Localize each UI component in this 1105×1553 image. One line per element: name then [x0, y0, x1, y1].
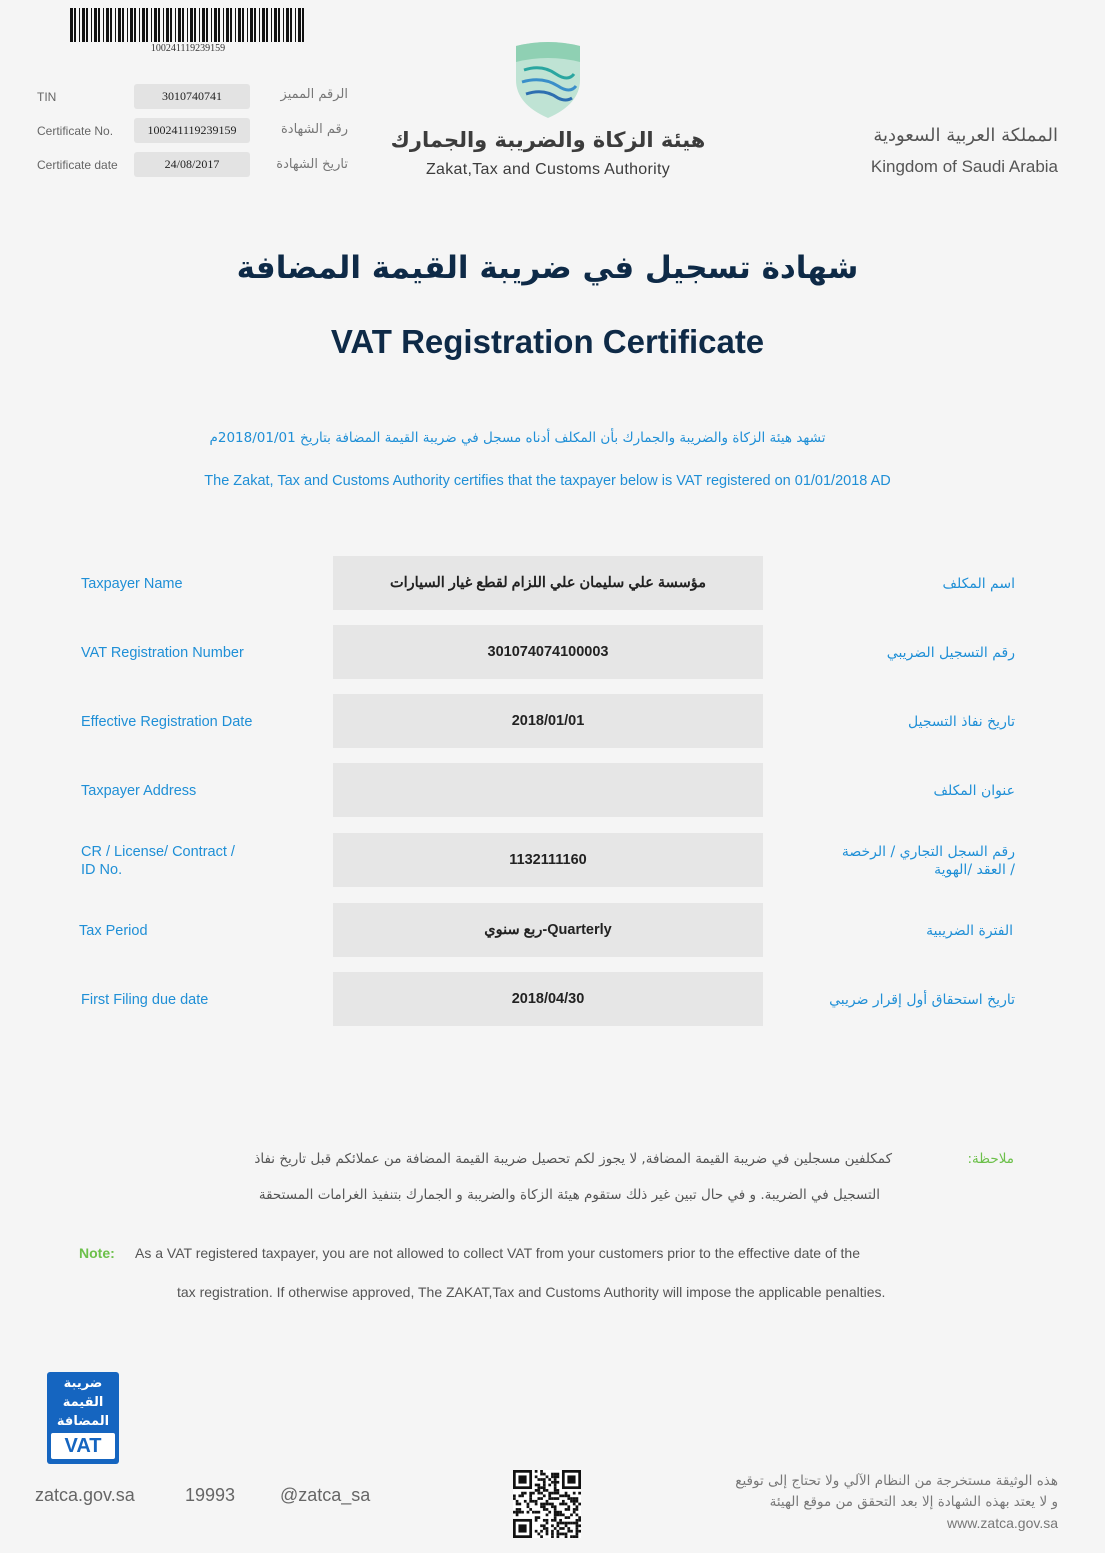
- taxpayer-name-value: مؤسسة علي سليمان علي اللزام لقطع غيار السيارات: [333, 556, 763, 610]
- certify-statement-ar: تشهد هيئة الزكاة والضريبة والجمارك بأن المكلف أدناه مسجل في ضريبة القيمة المضافة بتاريخ 2018/01/01م: [209, 430, 826, 446]
- footer-phone[interactable]: 19993: [185, 1485, 236, 1505]
- taxpayer-address-value: [333, 763, 763, 817]
- authority-name-ar: هيئة الزكاة والضريبة والجمارك: [390, 128, 706, 152]
- tax-period-label: Tax Period: [79, 923, 148, 939]
- vat-logo-line-3: المضافة: [56, 1414, 110, 1429]
- footer-disclaimer-line-1: هذه الوثيقة مستخرجة من النظام الآلي ولا تحتاج إلى توقيع: [735, 1473, 1058, 1489]
- first-filing-due-date-label-ar: تاريخ استحقاق أول إقرار ضريبي: [829, 992, 1015, 1008]
- certificate-title-en: VAT Registration Certificate: [330, 323, 765, 360]
- effective-registration-date-label-ar: تاريخ نفاذ التسجيل: [908, 714, 1015, 730]
- footer-website[interactable]: zatca.gov.sa: [35, 1485, 135, 1505]
- certificate-no-label: Certificate No.: [37, 124, 114, 138]
- note-ar-line-2: التسجيل في الضريبة. و في حال تبين غير ذلك ستقوم هيئة الزكاة والضريبة و الجمارك بتنفيذ الغرامات المستحقة: [258, 1187, 880, 1203]
- barcode-image: [70, 8, 306, 44]
- footer-social[interactable]: @zatca_sa: [280, 1485, 371, 1505]
- vat-logo-line-2: القيمة: [62, 1395, 104, 1410]
- tin-label: TIN: [37, 90, 57, 104]
- note-en-line-1: As a VAT registered taxpayer, you are not allowed to collect VAT from your customers prior to the effective date of the: [135, 1245, 860, 1261]
- vat-registration-number-value: 301074074100003: [333, 625, 763, 679]
- qr-code-image: [513, 1470, 581, 1538]
- certificate-date-value: 24/08/2017: [134, 152, 250, 177]
- vat-registration-number-label: VAT Registration Number: [81, 645, 244, 661]
- vat-logo: [47, 1372, 119, 1464]
- certificate-no-value: 100241119239159: [134, 118, 250, 143]
- certificate-date-label: Certificate date: [37, 158, 118, 172]
- tax-period-value: ربع سنوي-Quarterly: [333, 903, 763, 957]
- kingdom-name-ar: المملكة العربية السعودية: [873, 125, 1058, 146]
- vat-logo-badge: VAT: [51, 1433, 115, 1459]
- vat-registration-number-label-ar: رقم التسجيل الضريبي: [886, 645, 1015, 661]
- certificate-no-label-ar: رقم الشهادة: [281, 122, 348, 137]
- vat-logo-line-1: ضريبة: [63, 1376, 103, 1391]
- footer-disclaimer-site[interactable]: www.zatca.gov.sa: [946, 1515, 1058, 1531]
- first-filing-due-date-label: First Filing due date: [81, 992, 209, 1008]
- taxpayer-address-label-ar: عنوان المكلف: [933, 783, 1015, 799]
- certify-statement-en: The Zakat, Tax and Customs Authority certifies that the taxpayer below is VAT registered on 01/01/2018 AD: [204, 473, 891, 489]
- taxpayer-name-label-ar: اسم المكلف: [942, 576, 1015, 592]
- certificate-title-ar: شهادة تسجيل في ضريبة القيمة المضافة: [236, 250, 859, 286]
- tin-label-ar: الرقم المميز: [280, 87, 348, 102]
- taxpayer-address-label: Taxpayer Address: [81, 783, 197, 799]
- note-label-ar: ملاحظة:: [967, 1151, 1014, 1167]
- cr-license-label: CR / License/ Contract / ID No.: [81, 844, 235, 878]
- effective-registration-date-label: Effective Registration Date: [81, 714, 253, 730]
- kingdom-name-en: Kingdom of Saudi Arabia: [870, 157, 1058, 176]
- tin-value: 3010740741: [134, 84, 250, 109]
- cr-license-value: 1132111160: [333, 833, 763, 887]
- note-label-en: Note:: [79, 1245, 115, 1261]
- authority-name-en: Zakat,Tax and Customs Authority: [425, 161, 671, 178]
- tax-period-label-ar: الفترة الضريبية: [926, 923, 1013, 939]
- first-filing-due-date-value: 2018/04/30: [333, 972, 763, 1026]
- zatca-logo-icon: [512, 40, 584, 120]
- barcode-number: 100241119239159: [150, 43, 226, 54]
- taxpayer-name-label: Taxpayer Name: [81, 576, 183, 592]
- note-ar-line-1: كمكلفين مسجلين في ضريبة القيمة المضافة, لا يجوز لكم تحصيل ضريبة القيمة المضافة من عملائكم قبل تاريخ نفاذ: [254, 1151, 892, 1167]
- note-en-line-2: tax registration. If otherwise approved, The ZAKAT,Tax and Customs Authority will impose the applicable penalties.: [177, 1284, 886, 1300]
- cr-license-label-ar: رقم السجل التجاري / الرخصة / العقد /الهوية: [841, 844, 1015, 878]
- effective-registration-date-value: 2018/01/01: [333, 694, 763, 748]
- footer-disclaimer-line-2: و لا يعتد بهذه الشهادة إلا بعد التحقق من موقع الهيئة: [769, 1494, 1058, 1510]
- certificate-date-label-ar: تاريخ الشهادة: [276, 157, 348, 172]
